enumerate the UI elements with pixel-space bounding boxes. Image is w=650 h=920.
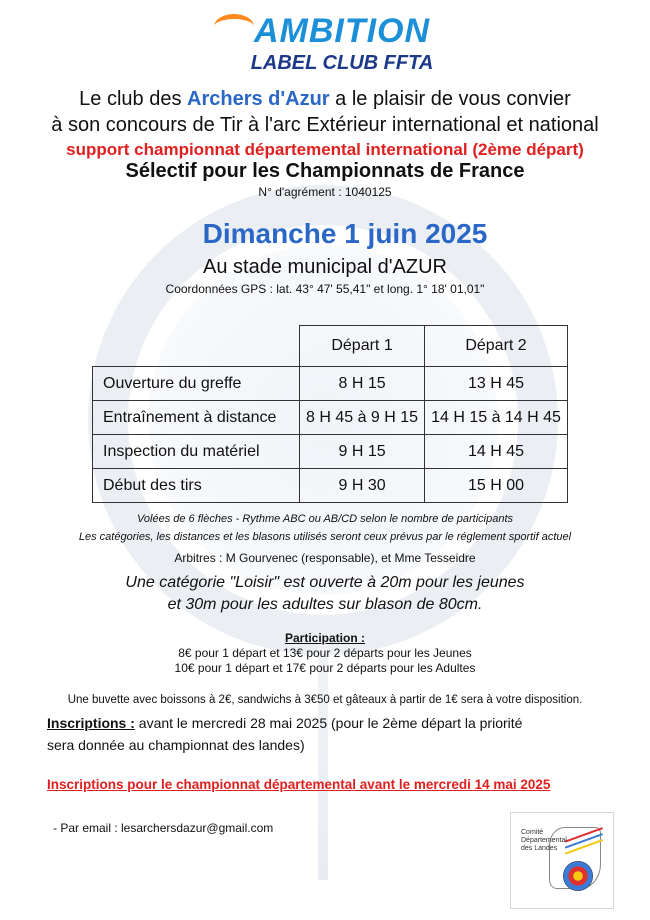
participation-jeunes: 8€ pour 1 départ et 13€ pour 2 départs pour les Jeunes — [178, 646, 472, 660]
intro-line-2: à son concours de Tir à l'arc Extérieur international et national — [51, 114, 599, 136]
participation-adultes: 10€ pour 1 départ et 17€ pour 2 départs pour les Adultes — [174, 661, 476, 675]
schedule-row — [93, 435, 568, 469]
schedule-row-label: Ouverture du greffe — [93, 367, 300, 401]
intro-line-3: support championnat départemental international (2ème départ) — [66, 140, 584, 159]
archery-target-icon — [563, 861, 593, 891]
cdl-line-3: des Landes — [521, 845, 558, 852]
event-date: Dimanche 1 juin 2025 — [202, 218, 488, 249]
contact-email: - Par email : lesarchersdazur@gmail.com — [53, 821, 274, 835]
cdl-line-1: Comité — [521, 829, 544, 836]
logo-subtitle: LABEL CLUB FFTA — [250, 52, 434, 74]
comite-landes-logo — [510, 812, 614, 909]
club-name: Archers d'Azur — [187, 88, 330, 110]
schedule-cell-depart-2: 14 H 15 à 14 H 45 — [425, 401, 568, 435]
intro-prefix: Le club des — [79, 88, 188, 110]
inscriptions-championnat: Inscriptions pour le championnat départemental avant le mercredi 14 mai 2025 — [47, 777, 551, 792]
schedule-corner — [93, 326, 300, 367]
note-categories: Les catégories, les distances et les blasons utilisés seront ceux prévus par le réglement sportif actuel — [78, 531, 572, 543]
intro-line-1 — [0, 88, 650, 111]
note-arbitres: Arbitres : M Gourvenec (responsable), et Mme Tesseidre — [174, 551, 476, 565]
schedule-row — [93, 367, 568, 401]
schedule-cell-depart-1: 9 H 30 — [300, 469, 425, 503]
inscriptions-line-1 — [47, 715, 522, 731]
intro-suffix: a le plaisir de vous convier — [329, 88, 571, 110]
note-loisir-2: et 30m pour les adultes sur blason de 80cm. — [167, 596, 483, 613]
schedule-row-label: Entraînement à distance — [93, 401, 300, 435]
schedule-row-label: Inspection du matériel — [93, 435, 300, 469]
schedule-cell-depart-2: 14 H 45 — [425, 435, 568, 469]
event-gps: Coordonnées GPS : lat. 43° 47' 55,41" et long. 1° 18' 01,01" — [165, 282, 485, 296]
schedule-cell-depart-1: 9 H 15 — [300, 435, 425, 469]
participation-title: Participation : — [284, 631, 365, 645]
cdl-line-2: Départemental — [521, 837, 567, 844]
schedule-header-depart-1: Départ 1 — [300, 326, 425, 367]
schedule-row — [93, 401, 568, 435]
schedule-row-label: Début des tirs — [93, 469, 300, 503]
schedule-cell-depart-2: 15 H 00 — [425, 469, 568, 503]
intro-selectif: Sélectif pour les Championnats de France — [125, 160, 525, 182]
schedule-header-row — [93, 326, 568, 367]
schedule-cell-depart-1: 8 H 15 — [300, 367, 425, 401]
note-volees: Volées de 6 flèches - Rythme ABC ou AB/CD selon le nombre de participants — [136, 513, 514, 525]
schedule-row — [93, 469, 568, 503]
event-venue: Au stade municipal d'AZUR — [203, 256, 447, 278]
ambition-logo — [208, 2, 464, 80]
inscriptions-line-2: sera donnée au championnat des landes) — [47, 737, 305, 753]
schedule-table — [92, 325, 568, 503]
agrement-number: N° d'agrément : 1040125 — [258, 185, 392, 199]
buvette-note: Une buvette avec boissons à 2€, sandwichs à 3€50 et gâteaux à partir de 1€ sera à votre disposition. — [67, 694, 583, 706]
watermark-arrow — [318, 640, 328, 880]
note-loisir-1: Une catégorie "Loisir" est ouverte à 20m pour les jeunes — [125, 574, 525, 591]
inscriptions-text-1: avant le mercredi 28 mai 2025 (pour le 2ème départ la priorité — [134, 715, 523, 731]
cdl-text — [521, 829, 567, 853]
schedule-cell-depart-1: 8 H 45 à 9 H 15 — [300, 401, 425, 435]
schedule-cell-depart-2: 13 H 45 — [425, 367, 568, 401]
logo-title: AMBITION — [253, 12, 431, 50]
inscriptions-label: Inscriptions : — [47, 715, 135, 731]
schedule-header-depart-2: Départ 2 — [425, 326, 568, 367]
